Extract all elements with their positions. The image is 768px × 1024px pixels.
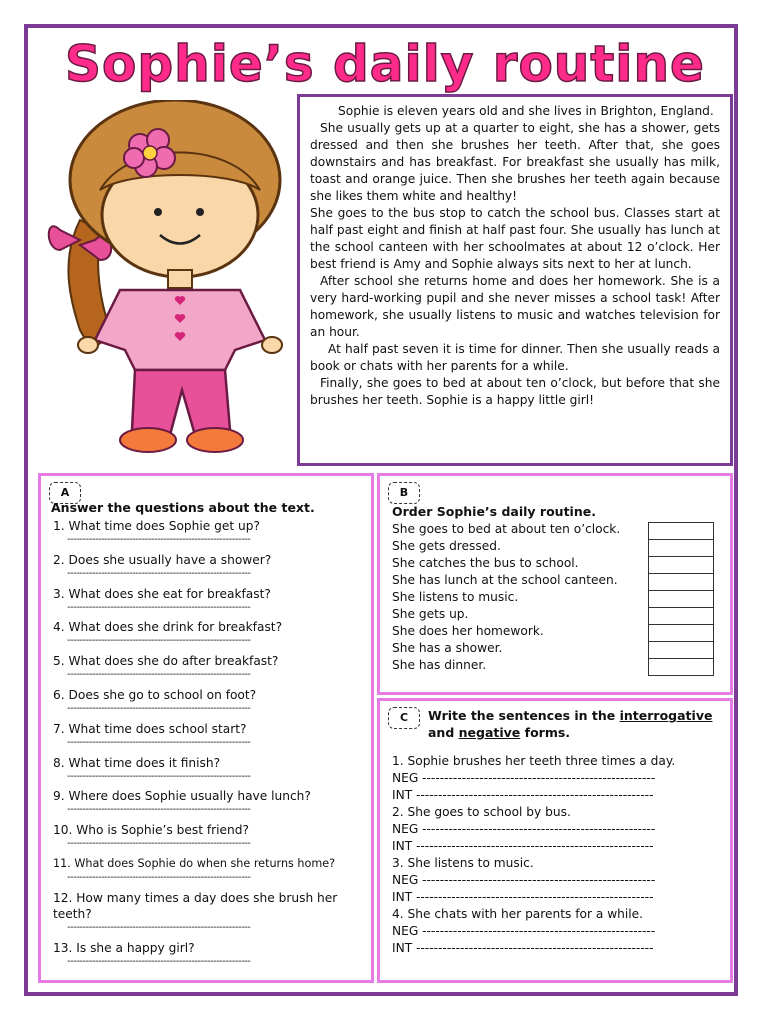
question-item: 11. What does Sophie do when she returns home? ----------------------------------------------------------- <box>53 856 363 890</box>
answer-line[interactable]: ----------------------------------------------------------- <box>67 534 251 545</box>
int-answer-line[interactable]: INT ------------------------------------------------------ <box>392 890 654 904</box>
neg-answer-line[interactable]: NEG ----------------------------------------------------- <box>392 822 656 836</box>
routine-item: She has dinner. <box>392 658 487 672</box>
answer-line[interactable]: ----------------------------------------------------------- <box>67 804 251 816</box>
section-heading: Write the sentences in the interrogative and negative forms. <box>428 708 713 740</box>
answer-line[interactable]: ----------------------------------------------------------- <box>67 601 251 613</box>
order-answer-grid <box>648 522 714 676</box>
question-item: 5. What does she do after breakfast? ----------------------------------------------------------- <box>53 653 363 687</box>
routine-item: She has lunch at the school canteen. <box>392 573 618 587</box>
order-answer-cell[interactable] <box>649 523 713 540</box>
section-letter: B <box>388 482 420 504</box>
answer-line[interactable]: ----------------------------------------------------------- <box>67 838 251 850</box>
section-heading: Order Sophie’s daily routine. <box>392 504 596 519</box>
transform-sentence: 3. She listens to music. <box>392 856 534 870</box>
order-answer-cell[interactable] <box>649 608 713 625</box>
question-item: 9. Where does Sophie usually have lunch? ----------------------------------------------------------- <box>53 788 363 822</box>
routine-item: She goes to bed at about ten o’clock. <box>392 522 621 536</box>
transform-sentence: 4. She chats with her parents for a while. <box>392 907 644 921</box>
answer-line[interactable]: ----------------------------------------------------------- <box>67 955 251 967</box>
question-item: 12. How many times a day does she brush her teeth? ----------------------------------------------------------- <box>53 890 363 940</box>
reading-text <box>297 94 733 466</box>
question-item: 2. Does she usually have a shower? ----------------------------------------------------------- <box>53 552 363 586</box>
section-heading: Answer the questions about the text. <box>51 500 315 515</box>
routine-item: She catches the bus to school. <box>392 556 579 570</box>
story-paragraph: She goes to the bus stop to catch the school bus. Classes start at half past eight and finish at half past four. She usually has lunch at the school canteen with her schoolmates at about 12 o’clock. Her best friend is Amy and Sophie always sits next to her at lunch. <box>310 206 720 271</box>
answer-line[interactable]: ----------------------------------------------------------- <box>67 635 251 647</box>
order-answer-cell[interactable] <box>649 625 713 642</box>
order-answer-cell[interactable] <box>649 591 713 608</box>
order-answer-cell[interactable] <box>649 659 713 676</box>
answer-line[interactable]: ----------------------------------------------------------- <box>67 770 251 782</box>
int-answer-line[interactable]: INT ------------------------------------------------------ <box>392 839 654 853</box>
question-item: 3. What does she eat for breakfast? ----------------------------------------------------------- <box>53 586 363 620</box>
order-answer-cell[interactable] <box>649 642 713 659</box>
story-paragraph: Sophie is eleven years old and she lives in Brighton, England. <box>338 104 714 118</box>
transform-list <box>392 753 722 957</box>
routine-list <box>392 521 620 674</box>
story-paragraph: Finally, she goes to bed at about ten o’clock, but before that she brushes her teeth. Sophie is a happy little girl! <box>310 376 720 407</box>
question-item: 7. What time does school start? ----------------------------------------------------------- <box>53 721 363 755</box>
answer-line[interactable]: ----------------------------------------------------------- <box>67 669 251 681</box>
routine-item: She does her homework. <box>392 624 544 638</box>
order-answer-cell[interactable] <box>649 557 713 574</box>
transform-sentence: 1. Sophie brushes her teeth three times a day. <box>392 754 676 768</box>
section-a <box>38 473 374 983</box>
neg-answer-line[interactable]: NEG ----------------------------------------------------- <box>392 924 656 938</box>
section-letter: A <box>49 482 81 504</box>
answer-line[interactable]: ----------------------------------------------------------- <box>67 567 251 579</box>
routine-item: She gets up. <box>392 607 469 621</box>
question-item: 1. What time does Sophie get up? ----------------------------------------------------------- <box>53 518 363 552</box>
answer-line[interactable]: ----------------------------------------------------------- <box>67 736 251 748</box>
question-item: 8. What time does it finish? ----------------------------------------------------------- <box>53 755 363 789</box>
page-title: Sophie’s daily routine <box>65 35 705 93</box>
sophie-illustration <box>40 100 290 460</box>
section-b <box>377 473 733 695</box>
story-paragraph: She usually gets up at a quarter to eight, she has a shower, gets dressed and then she brushes her teeth. After that, she goes downstairs and has breakfast. For breakfast she usually has milk, toast and orange juice. Then she brushes her teeth again because she likes them white and healthy! <box>310 121 720 203</box>
answer-line[interactable]: ----------------------------------------------------------- <box>67 702 251 714</box>
section-c <box>377 698 733 983</box>
int-answer-line[interactable]: INT ------------------------------------------------------ <box>392 941 654 955</box>
order-answer-cell[interactable] <box>649 574 713 591</box>
question-item: 6. Does she go to school on foot? ----------------------------------------------------------- <box>53 687 363 721</box>
int-answer-line[interactable]: INT ------------------------------------------------------ <box>392 788 654 802</box>
question-item: 13. Is she a happy girl? ----------------------------------------------------------- <box>53 940 363 974</box>
answer-line[interactable]: ----------------------------------------------------------- <box>67 921 251 933</box>
question-item: 10. Who is Sophie’s best friend? ----------------------------------------------------------- <box>53 822 363 856</box>
story-paragraph: After school she returns home and does her homework. She is a very hard-working pupil and she never misses a school task! After homework, she usually listens to music and watches television for an hour. <box>310 274 720 339</box>
routine-item: She gets dressed. <box>392 539 501 553</box>
answer-line[interactable]: ----------------------------------------------------------- <box>67 871 251 883</box>
section-letter: C <box>388 707 420 729</box>
question-item: 4. What does she drink for breakfast? ----------------------------------------------------------- <box>53 619 363 653</box>
routine-item: She listens to music. <box>392 590 519 604</box>
question-list <box>53 518 363 974</box>
neg-answer-line[interactable]: NEG ----------------------------------------------------- <box>392 873 656 887</box>
story-paragraph: At half past seven it is time for dinner. Then she usually reads a book or chats with her parents for a while. <box>310 342 720 373</box>
neg-answer-line[interactable]: NEG ----------------------------------------------------- <box>392 771 656 785</box>
routine-item: She has a shower. <box>392 641 503 655</box>
order-answer-cell[interactable] <box>649 540 713 557</box>
transform-sentence: 2. She goes to school by bus. <box>392 805 571 819</box>
